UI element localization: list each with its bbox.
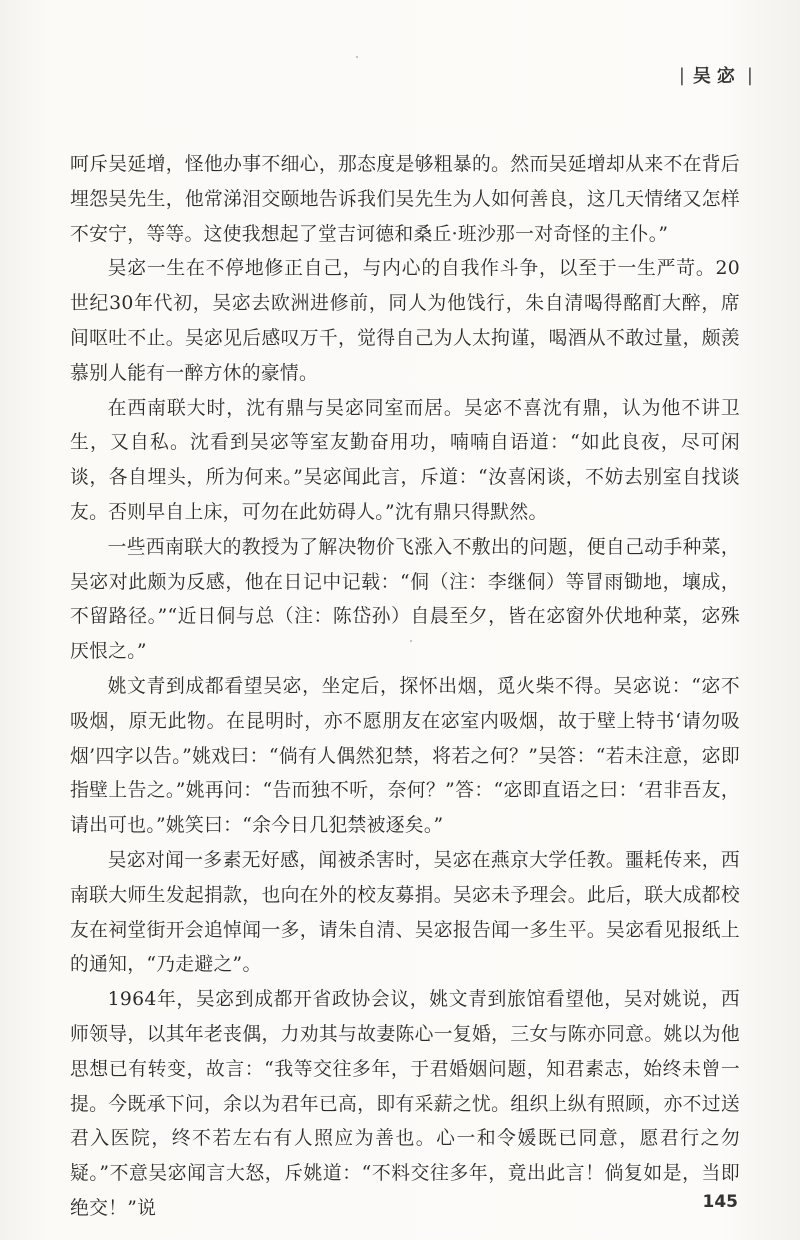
- paragraph-7: 1964年，吴宓到成都开省政协会议，姚文青到旅馆看望他，吴对姚说，西师领导，以其年老丧偶，力劝其与故妻陈心一复婚，三女与陈亦同意。姚以为他思想已有转变，故言：“我等交往多年，于君婚姻问题，知君素志，始终未曾一提。今既承下问，余以为君年已高，即有采薪之忧。组织上纵有照顾，亦不过送君入医院，终不若左右有人照应为善也。心一和令媛既已同意，愿君行之勿疑。”不意吴宓闻言大怒，斥姚道：“不料交往多年，竟出此言！倘复如是，当即绝交！”说: [70, 989, 740, 1219]
- paragraph-6: 吴宓对闻一多素无好感，闻被杀害时，吴宓在燕京大学任教。噩耗传来，西南联大师生发起捐款，也向在外的校友募捐。吴宓未予理会。此后，联大成都校友在祠堂街开会追悼闻一多，请朱自清、吴宓报告闻一多生平。吴宓看见报纸上的通知，“乃走避之”。: [70, 849, 740, 976]
- header-bar-right: |: [746, 64, 755, 86]
- paragraph-1: 呵斥吴延增，怪他办事不细心，那态度是够粗暴的。然而吴延增却从来不在背后埋怨吴先生，他常涕泪交颐地告诉我们吴先生为人如何善良，这几天情绪又怎样不安宁，等等。这使我想起了堂吉诃德和桑丘·班沙那一对奇怪的主仆。”: [70, 154, 740, 245]
- print-speck: [356, 56, 358, 58]
- running-header: [679, 62, 755, 88]
- print-speck: [410, 640, 412, 642]
- paragraph-2: 吴宓一生在不停地修正自己，与内心的自我作斗争，以至于一生严苛。20世纪30年代初，吴宓去欧洲进修前，同人为他饯行，朱自清喝得酩酊大醉，席间呕吐不止。吴宓见后感叹万千，觉得自己为人太拘谨，喝酒从不敢过量，颇羡慕别人能有一醉方休的豪情。: [70, 258, 740, 384]
- paragraph-5: 姚文青到成都看望吴宓，坐定后，探怀出烟，觅火柴不得。吴宓说：“宓不吸烟，原无此物。在昆明时，亦不愿朋友在宓室内吸烟，故于壁上特书‘请勿吸烟’四字以告。”姚戏曰：“倘有人偶然犯禁，将若之何？”吴答：“若未注意，宓即指壁上告之。”姚再问：“告而独不听，奈何？”答：“宓即直语之曰：‘君非吾友，请出可也。”姚笑曰：“余今日几犯禁被逐矣。”: [70, 675, 740, 837]
- page-number: 145: [702, 1192, 738, 1212]
- paragraph-3: 在西南联大时，沈有鼎与吴宓同室而居。吴宓不喜沈有鼎，认为他不讲卫生，又自私。沈看到吴宓等室友勤奋用功，喃喃自语道：“如此良夜，尽可闲谈，各自埋头，所为何来。”吴宓闻此言，斥道：“汝喜闲谈，不妨去别室自找谈友。否则早自上床，可勿在此妨碍人。”沈有鼎只得默然。: [70, 397, 740, 523]
- header-bar-left: |: [678, 64, 687, 86]
- body-text: [70, 148, 740, 1227]
- paragraph-4: 一些西南联大的教授为了解决物价飞涨入不敷出的问题，便自己动手种菜，吴宓对此颇为反感，他在日记中记载：“侗（注：李继侗）等冒雨锄地，壤成，不留路径。”“近日侗与总（注：陈岱孙）自晨至夕，皆在宓窗外伏地种菜，宓殊厌恨之。”: [70, 536, 740, 663]
- header-title: 吴宓: [692, 66, 741, 87]
